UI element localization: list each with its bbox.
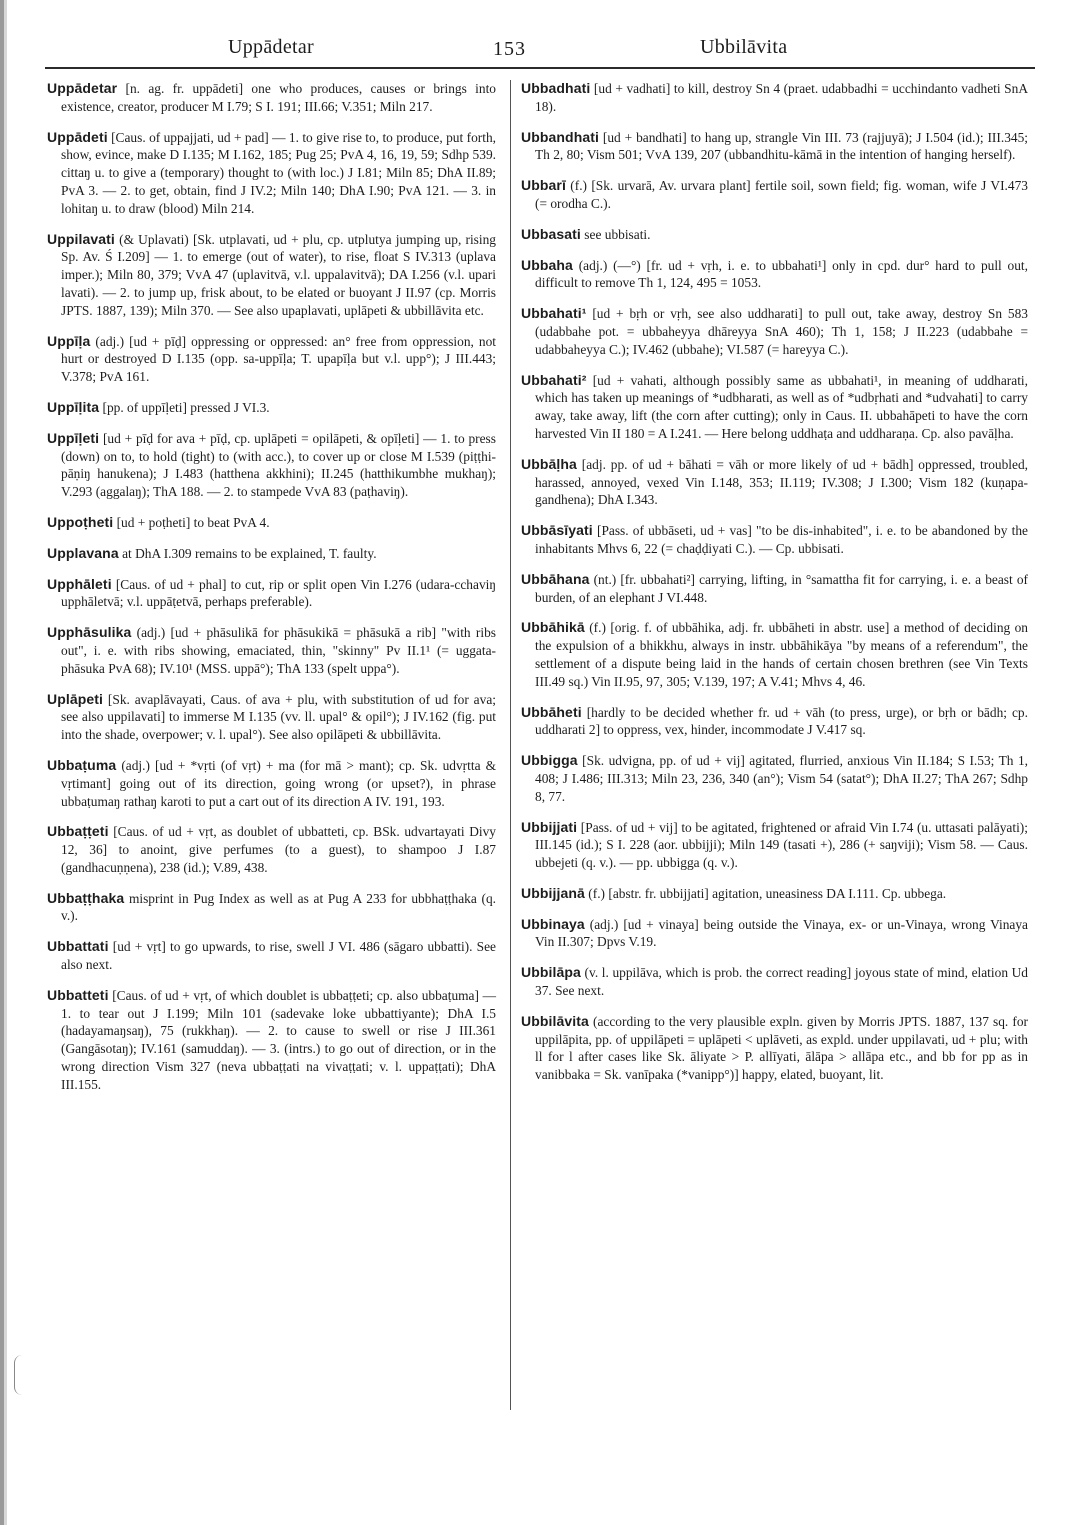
dictionary-entry [521, 129, 1028, 165]
entry-definition: [Caus. of ud + vṛt, of which doublet is ubbaṭṭeti; cp. also ubbaṭuma] — 1. to tear out J I.199; Miln 101 (sadevake loke ubbattiyante); DhA I.5 (hadayamaŋsaŋ), 75 (rukkhaŋ). — 2. to cause to swell or rise J III.361 (Gangāsotaŋ); IV.161 (samuddaŋ). — 3. (intrs.) to go out of direction, or in the wrong direction Vism 327 (neva ubbaṭṭati na vivaṭṭati; v. l. uppaṭṭati); DhA III.155. [61, 987, 496, 1092]
entry-definition: [ud + vadhati] to kill, destroy Sn 4 (praet. udabbadhi = ucchindanto vadheti SnA 18). [535, 81, 1028, 114]
entry-definition: (v. l. uppilāva, which is prob. the correct reading] joyous state of mind, elation Ud 37. See next. [535, 965, 1028, 999]
entry-definition: [n. ag. fr. uppādeti] one who produces, causes or brings into existence, creator, producer M I.79; S I. 191; III.66; V.351; Miln 217. [61, 81, 496, 114]
header-rule [45, 67, 1035, 69]
dictionary-entry [47, 399, 496, 417]
entry-headword: Ubbatteti [47, 986, 109, 1003]
entry-headword: Ubbāsīyati [521, 522, 593, 539]
dictionary-entry [521, 619, 1028, 690]
entry-definition: (adj.) [ud + pīḍ] oppressing or oppressed: an° free from oppression, not hurt or destroyed D I.135 (opp. sa-uppīḷa; T. upapīḷa but v.l. upp°); J III.443; V.378; PvA 161. [61, 333, 496, 385]
page-number: 153 [493, 38, 526, 60]
entry-definition: (according to the very plausible expln. given by Morris JPTS. 1887, 137 sq. for uppilāpita, pp. of uppilāpeti = uplāpeti < uplāveti, as expld. under uppilavati, ud + plu; with ll for l after cases like Sk. āliyate > P. allīyati, ālāpa > allāpa etc., and bb for pp as in vanibbaka = Sk. vanīpaka (*vanipp°)] happy, elated, buoyant, lit. [535, 1013, 1028, 1083]
running-head-left: Uppādetar [228, 36, 314, 58]
entry-definition: [Pass. of ubbāseti, ud + vas] "to be dis-inhabited", i. e. to be abandoned by the inhabitants Mhvs 6, 22 (= chaḍḍiyati C.). — Cp. ubbisati. [535, 523, 1028, 556]
entry-headword: Ubbahati² [521, 371, 587, 388]
entry-headword: Uppīḷeti [47, 429, 100, 446]
dictionary-entry [521, 522, 1028, 558]
entry-headword: Ubbijjanā [521, 884, 585, 901]
dictionary-entry [521, 305, 1028, 358]
entry-headword: Ubbāhikā [521, 619, 585, 636]
dictionary-entry [521, 885, 1028, 903]
entry-headword: Ubbilāpa [521, 964, 581, 981]
entry-headword: Uppādetar [47, 80, 118, 96]
entry-headword: Uppādeti [47, 128, 108, 145]
entry-headword: Uplāpeti [47, 690, 104, 707]
dictionary-entry [521, 571, 1028, 607]
entry-headword: Ubbadhati [521, 80, 591, 96]
entry-definition: (f.) [orig. f. of ubbāhika, adj. fr. ubbāheti in abstr. use] a method of deciding on the expulsion of a bhikkhu, always in instr. ubbāhikāya "by means of a referendum", the settlement of a dispute being laid in the hands of certain chosen brethren (see Vin Texts III.49 sq.) Vin II.95, 97, 305; V.139, 197; A V.41; Mhvs 4, 46. [535, 620, 1028, 689]
dictionary-entry [47, 576, 496, 612]
dictionary-entry [47, 333, 496, 386]
entry-definition: (adj.) (—°) [fr. ud + vṛh, i. e. to ubbahati¹] only in cpd. dur° hard to pull out, difficult to remove Th 1, 124, 495 = 1053. [535, 257, 1028, 291]
entry-definition: misprint in Pug Index as well as at Pug A 233 for ubbhaṭṭhaka (q. v.). [61, 890, 496, 924]
dictionary-entry [47, 691, 496, 744]
entry-definition: [hardly to be decided whether fr. ud + vāh (to press, urge), or bṛh or bādh; cp. uddharati 2] to oppress, vex, hinder, incommodate J V.417 sq. [535, 704, 1028, 738]
entry-headword: Ubbaṭṭhaka [47, 889, 125, 906]
entry-headword: Uppoṭheti [47, 513, 114, 530]
entry-headword: Upphāleti [47, 575, 112, 592]
dictionary-entry [521, 456, 1028, 509]
entry-headword: Upplavana [47, 544, 119, 561]
dictionary-entry [521, 226, 1028, 244]
running-head-right: Ubbilāvita [700, 36, 788, 58]
dictionary-entry [521, 1013, 1028, 1084]
entry-definition: [pp. of uppīḷeti] pressed J VI.3. [102, 399, 270, 415]
entry-headword: Ubbattati [47, 938, 109, 955]
entry-headword: Upphāsulika [47, 624, 132, 641]
left-column [47, 80, 496, 1107]
dictionary-entry [47, 624, 496, 677]
dictionary-entry [521, 80, 1028, 116]
entry-headword: Ubbijjati [521, 818, 578, 835]
entry-definition: [adj. pp. of ud + bāhati = vāh or more likely of ud + bādh] oppressed, troubled, harassed, annoyed, vexed Vin I.148, 353; II.119; IV.308; J I.300; Vism 182 (kuṇapa-gandhena); DhA I.343. [535, 456, 1028, 508]
entry-definition: (& Uplavati) [Sk. utplavati, ud + plu, cp. utplutya jumping up, rising Sp. Av. Ś I.209] — 1. to emerge (out of water), to rise, float S IV.313 (uplava imper.); Miln 80, 379; VvA 47 (uplavitvā, v.l. uppalavitvā); DA I.256 (v.l. upari lavati). — 2. to jump up, frisk about, to be elated or buoyant J II.97 (cp. Morris JPTS. 1887, 139); Miln 370. — See also upaplavati, uplāpeti & ubbillāvita etc. [61, 231, 496, 318]
dictionary-entry [521, 916, 1028, 952]
dictionary-entry [521, 819, 1028, 872]
scan-edge-highlight [4, 0, 7, 1525]
entry-headword: Ubbilāvita [521, 1012, 589, 1029]
entry-headword: Ubbinaya [521, 915, 585, 932]
dictionary-entry [521, 257, 1028, 293]
dictionary-entry [521, 752, 1028, 805]
entry-headword: Ubbigga [521, 752, 578, 769]
entry-definition: [ud + pīḍ for ava + pīḍ, cp. uplāpeti = opilāpeti, & opīḷeti] — 1. to press (down) on to, to hold (tight) to (with acc.), to cover up or close M I.539 (piṭṭhi-pāṇiŋ hanukena); J I.483 (hatthena akkhini); II.245 (hatthikumbhe mukhaŋ); V.293 (aggalaŋ); ThA 188. — 2. to stampede VvA 83 (paṭhaviŋ). [61, 430, 496, 500]
entry-definition: [Sk. udvigna, pp. of ud + vij] agitated, flurried, anxious Vin II.184; S I.53; Th 1, 408; J I.486; III.313; Miln 23, 236, 340 (an°); Vism 54 (satat°); DhA II.27; ThA 267; Sdhp 8, 77. [535, 753, 1028, 804]
dictionary-entry [521, 372, 1028, 443]
dictionary-entry [521, 704, 1028, 740]
entry-headword: Uppīḷita [47, 398, 100, 415]
entry-headword: Ubbasati [521, 225, 581, 242]
entry-definition: [ud + bandhati] to hang up, strangle Vin III. 73 (rajjuyā); J I.504 (id.); III.345; Th 2, 80; Vism 501; VvA 139, 207 (ubbandhitu-kāmā in the intention of hanging herself). [535, 129, 1028, 163]
dictionary-entry [47, 231, 496, 320]
dictionary-entry [47, 938, 496, 974]
margin-pencil-mark [14, 1355, 23, 1395]
entry-headword: Ubbāheti [521, 703, 582, 720]
dictionary-entry [47, 514, 496, 532]
dictionary-entry [47, 757, 496, 810]
entry-headword: Ubbaha [521, 256, 573, 273]
entry-definition: [Sk. avaplāvayati, Caus. of ava + plu, with substitution of ud for ava; see also uppilavati] to immerse M I.135 (vv. ll. upal° & opil°); J IV.162 (fig. put into the shade, overpower; v. l. upal°). See also opilāpeti & ubbillāvita. [61, 691, 496, 743]
dictionary-entry [47, 129, 496, 218]
entry-definition: (adj.) [ud + vinaya] being outside the Vinaya, ex- or un-Vinaya, wrong Vinaya Vin II.307; Dpvs V.19. [535, 916, 1028, 950]
entry-headword: Ubbandhati [521, 128, 599, 145]
entry-definition: [Caus. of ud + vṛt, as doublet of ubbatteti, cp. BSk. udvartayati Divy 12, 36] to anoint, give perfumes (to a guest), to shampoo J I.87 (gandhacuṇṇena), 238 (id.); V.89, 438. [61, 824, 496, 875]
dictionary-entry [47, 80, 496, 116]
entry-definition: see ubbisati. [584, 226, 651, 242]
dictionary-entry [47, 890, 496, 926]
dictionary-entry [47, 545, 496, 563]
entry-definition: (f.) [abstr. fr. ubbijjati] agitation, uneasiness DA I.111. Cp. ubbega. [588, 885, 947, 901]
dictionary-entry [521, 177, 1028, 213]
entry-definition: [ud + vahati, although possibly same as ubbahati¹, in meaning of uddharati, which has taken up meanings of *udbharati, as well as of *udbṛhati and *udvahati] to carry away, take away, lift (the corn after cutting); only in Caus. II. ubbahāpeti to have the corn harvested Vin II 180 = A I.241. — Here belong uddhaṭa and uddharaṇa. Cp. also pavāḷha. [535, 372, 1029, 441]
entry-definition: (nt.) [fr. ubbahati²] carrying, lifting, in °samattha fit for carrying, i. e. a beast of burden, of an elephant J VI.448. [535, 571, 1028, 605]
entry-definition: [ud + bṛh or vṛh, see also uddharati] to pull out, take away, destroy Sn 583 (udabbahe pot. = ubbaheyya dhāreyya SnA 460); Th 1, 158; J II.223 (udabbahe = udabbaheyya C.); IV.462 (ubbahe); VI.587 (= hareyya C.). [535, 306, 1028, 357]
right-column [521, 80, 1028, 1097]
entry-headword: Ubbāḷha [521, 455, 577, 472]
dictionary-entry [47, 430, 496, 501]
entry-definition: (adj.) [ud + *vṛti (of vṛt) + ma (for mā > mant); cp. Sk. udvṛtta & vṛtimant] going out of its direction, going wrong (or upset?), in phrase ubbaṭumaŋ rathaŋ karoti to put a cart out of its direction A IV. 191, 193. [61, 757, 496, 809]
dictionary-entry [47, 987, 496, 1094]
entry-headword: Ubbāhana [521, 570, 590, 587]
entry-definition: [Caus. of uppajjati, ud + pad] — 1. to give rise to, to produce, put forth, show, evince, make D I.135; M I.162, 185; Pug 25; PvA 4, 16, 19, 59; Sdhp 539. cittaŋ u. to give a (temporary) thought to (with loc.) J I.81; Miln 85; DhA II.89; PvA 3. — 2. to get, obtain, find J IV.2; Miln 140; DhA I.90; PvA 121. — 3. in lohitaŋ u. to draw (blood) Miln 214. [61, 129, 496, 216]
running-head [48, 36, 1030, 62]
entry-headword: Ubbarī [521, 177, 566, 194]
entry-headword: Ubbaṭuma [47, 756, 117, 773]
entry-definition: (adj.) [ud + phāsulikā for phāsukikā = phāsukā a rib] "with ribs out", i. e. with ribs showing, emaciated, thin, "skinny" Pv II.1¹ (= uggata-phāsuka PvA 68); IV.10¹ (MSS. uppā°); ThA 133 (spelt uppa°). [61, 625, 496, 676]
entry-definition: at DhA I.309 remains to be explained, T. faulty. [122, 545, 377, 561]
entry-definition: [Caus. of ud + phal] to cut, rip or split open Vin I.276 (udara-cchaviŋ upphāletvā; v.l. uppāṭetvā, perhaps preferable). [61, 576, 496, 610]
dictionary-entry [521, 964, 1028, 1000]
entry-headword: Ubbaṭṭeti [47, 823, 109, 840]
column-divider [510, 80, 511, 1410]
entry-definition: [ud + vṛt] to go upwards, to rise, swell J VI. 486 (sāgaro ubbatti). See also next. [61, 939, 496, 973]
dictionary-entry [47, 823, 496, 876]
entry-definition: (f.) [Sk. urvarā, Av. urvara plant] fertile soil, sown field; fig. woman, wife J VI.473 (= orodha C.). [535, 178, 1028, 211]
entry-definition: [Pass. of ud + vij] to be agitated, frightened or afraid Vin I.74 (u. uttasati palāyati); III.145 (id.); S I. 228 (aor. ubbijji); Miln 149 (tasati +), 286 (+ saŋviji); Vism 58. — Caus. ubbejeti (q. v.). — pp. ubbigga (q. v.). [535, 819, 1028, 871]
entry-definition: [ud + poṭheti] to beat PvA 4. [116, 514, 270, 530]
entry-headword: Ubbahati¹ [521, 305, 587, 322]
entry-headword: Uppīḷa [47, 332, 91, 349]
entry-headword: Uppilavati [47, 230, 115, 247]
